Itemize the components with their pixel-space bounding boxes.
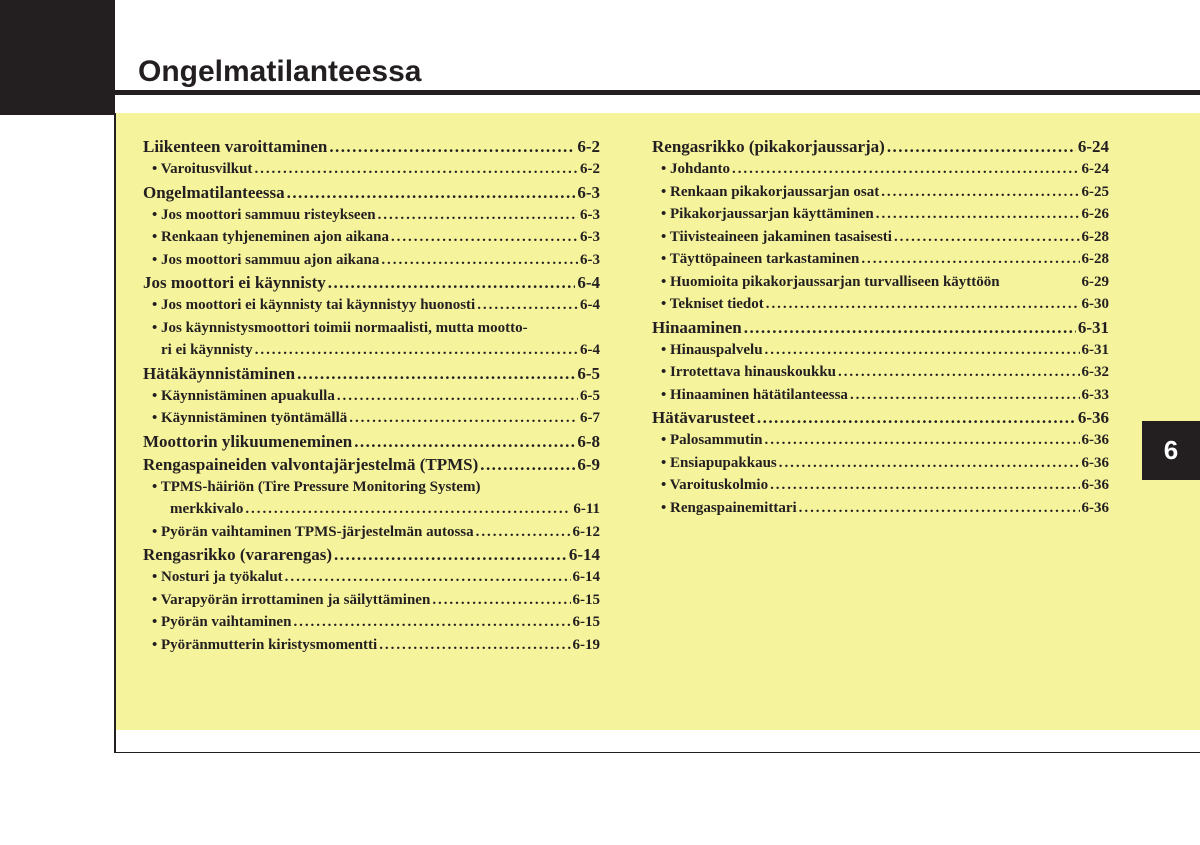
toc-dot-leader <box>328 271 576 294</box>
bottom-rule <box>115 752 1200 753</box>
toc-page-number: 6-15 <box>572 614 600 630</box>
toc-section-entry[interactable] <box>143 566 600 589</box>
toc-dot-leader <box>476 521 571 544</box>
toc-section-entry[interactable] <box>652 203 1109 226</box>
toc-page-number: 6-8 <box>577 431 600 451</box>
toc-section-entry[interactable] <box>652 226 1109 249</box>
toc-page-number: 6-2 <box>580 161 600 177</box>
toc-dot-leader <box>799 497 1080 520</box>
toc-page-number: 6-11 <box>573 501 600 517</box>
toc-chapter-entry[interactable] <box>143 430 600 453</box>
toc-entry-label: • Täyttöpaineen tarkastaminen <box>661 251 860 267</box>
toc-dot-leader <box>297 362 575 385</box>
toc-page-number: 6-5 <box>577 363 600 383</box>
toc-dot-leader <box>770 474 1079 497</box>
toc-entry-label: • Jos moottori sammuu risteykseen <box>152 206 376 223</box>
toc-page-number: 6-9 <box>577 454 600 474</box>
toc-dot-leader <box>765 339 1080 362</box>
corner-block <box>0 0 115 115</box>
toc-section-entry[interactable] <box>143 158 600 181</box>
toc-dot-leader <box>287 181 576 204</box>
toc-entry-label: • Palosammutin <box>661 432 763 448</box>
toc-entry-label: • Irrotettava hinauskoukku <box>661 364 837 380</box>
toc-page-number: 6-15 <box>572 591 600 608</box>
toc-chapter-entry[interactable] <box>652 316 1109 339</box>
toc-page-number: 6-7 <box>580 410 600 426</box>
toc-section-entry[interactable] <box>652 497 1109 520</box>
toc-page-number: 6-25 <box>1081 183 1109 200</box>
toc-entry-label: • Renkaan pikakorjaussarjan osat <box>661 183 880 200</box>
toc-section-entry[interactable] <box>143 634 600 657</box>
page-title: Ongelmatilanteessa <box>138 55 422 88</box>
toc-dot-leader <box>480 453 575 476</box>
toc-entry-label: • Varoituskolmio <box>661 477 769 493</box>
toc-column-left <box>143 135 600 656</box>
toc-dot-leader <box>381 249 578 272</box>
toc-page-number: 6-30 <box>1081 296 1109 312</box>
toc-entry-label: • Renkaan tyhjeneminen ajon aikana <box>152 229 389 245</box>
toc-dot-leader <box>391 226 578 249</box>
toc-chapter-entry[interactable] <box>143 181 600 204</box>
toc-section-entry[interactable] <box>143 339 600 362</box>
toc-entry-label: Hätävarusteet <box>652 408 755 427</box>
toc-entry-label: • Tiivisteaineen jakaminen tasaisesti <box>661 228 892 245</box>
toc-page-number: 6-36 <box>1077 408 1109 427</box>
toc-entry-label: • Hinaaminen hätätilanteessa <box>661 386 848 403</box>
toc-section-entry[interactable] <box>652 384 1109 407</box>
toc-dot-leader <box>285 566 571 589</box>
toc-entry-label: • Pyöränmutterin kiristysmomentti <box>152 636 378 653</box>
toc-dot-leader <box>881 181 1079 204</box>
toc-page-number: 6-36 <box>1081 454 1109 471</box>
toc-page-number: 6-36 <box>1081 499 1109 516</box>
toc-section-entry[interactable] <box>652 158 1109 181</box>
toc-page-number: 6-31 <box>1077 317 1109 337</box>
toc-section-entry[interactable] <box>652 452 1109 475</box>
toc-section-entry[interactable] <box>143 521 600 544</box>
toc-dot-leader <box>732 158 1079 181</box>
toc-page-number: 6-5 <box>580 387 600 404</box>
toc-column-right <box>652 135 1109 519</box>
toc-dot-leader <box>765 429 1080 452</box>
toc-dot-leader <box>766 293 1080 316</box>
toc-page-number: 6-3 <box>580 229 600 245</box>
toc-entry-label: • Varoitusvilkut <box>152 161 253 177</box>
toc-section-entry[interactable] <box>143 204 600 227</box>
toc-dot-leader <box>378 204 578 227</box>
toc-section-entry[interactable] <box>143 317 600 340</box>
toc-dot-leader <box>876 203 1080 226</box>
toc-entry-label: • TPMS-häiriön (Tire Pressure Monitoring System) <box>152 478 481 495</box>
toc-entry-label: • Hinauspalvelu <box>661 341 763 358</box>
toc-page-number: 6-4 <box>577 273 600 292</box>
toc-entry-label: • Nosturi ja työkalut <box>152 569 283 585</box>
toc-section-entry[interactable] <box>652 339 1109 362</box>
toc-entry-label: • Jos käynnistysmoottori toimii normaalisti, mutta mootto- <box>152 319 528 336</box>
toc-section-entry[interactable] <box>143 589 600 612</box>
toc-section-entry[interactable] <box>143 249 600 272</box>
toc-dot-leader <box>838 361 1079 384</box>
toc-section-entry[interactable] <box>652 181 1109 204</box>
toc-dot-leader <box>293 611 570 634</box>
toc-dot-leader <box>245 498 571 521</box>
toc-page-number: 6-3 <box>577 182 600 202</box>
toc-page-number: 6-24 <box>1077 137 1109 156</box>
toc-page-number: 6-14 <box>572 569 600 585</box>
toc-dot-leader <box>432 589 570 612</box>
toc-section-entry[interactable] <box>143 498 600 521</box>
toc-entry-label: • Pyörän vaihtaminen <box>152 614 292 630</box>
toc-entry-label: Hätäkäynnistäminen <box>143 363 296 383</box>
toc-dot-leader <box>894 226 1080 249</box>
toc-section-entry[interactable] <box>652 361 1109 384</box>
toc-section-entry[interactable] <box>652 293 1109 316</box>
toc-dot-leader <box>337 385 578 408</box>
toc-entry-label: Rengasrikko (pikakorjaussarja) <box>652 137 885 156</box>
toc-entry-label: merkkivalo <box>170 501 244 517</box>
toc-section-entry[interactable] <box>143 476 600 499</box>
toc-dot-leader <box>744 316 1076 339</box>
toc-page-number: 6-2 <box>577 137 600 156</box>
toc-entry-label: • Tekniset tiedot <box>661 296 764 312</box>
toc-dot-leader <box>887 135 1076 158</box>
toc-page-number: 6-28 <box>1081 228 1109 245</box>
toc-chapter-entry[interactable] <box>143 135 600 158</box>
toc-section-entry[interactable] <box>143 385 600 408</box>
toc-page-number: 6-33 <box>1081 386 1109 403</box>
toc-page-number: 6-12 <box>572 523 600 540</box>
toc-page-number: 6-3 <box>580 251 600 268</box>
toc-page-number: 6-24 <box>1081 161 1109 177</box>
toc-entry-label: Moottorin ylikuumeneminen <box>143 431 353 451</box>
toc-page-number: 6-26 <box>1081 206 1109 222</box>
toc-dot-leader <box>779 452 1080 475</box>
toc-chapter-entry[interactable] <box>652 406 1109 429</box>
toc-section-entry[interactable] <box>652 248 1109 271</box>
toc-entry-label: Liikenteen varoittaminen <box>143 137 328 156</box>
toc-dot-leader <box>329 135 575 158</box>
toc-entry-label: • Jos moottori sammuu ajon aikana <box>152 251 380 268</box>
toc-entry-label: • Pikakorjaussarjan käyttäminen <box>661 206 874 222</box>
toc-page-number: 6-3 <box>580 206 600 223</box>
toc-chapter-entry[interactable] <box>652 135 1109 158</box>
toc-dot-leader <box>349 407 578 430</box>
toc-page-number: 6-28 <box>1081 251 1109 267</box>
toc-chapter-entry[interactable] <box>143 453 600 476</box>
toc-page-number: 6-31 <box>1081 341 1109 358</box>
title-rule <box>115 90 1200 95</box>
toc-dot-leader <box>354 430 575 453</box>
toc-entry-label: Jos moottori ei käynnisty <box>143 273 326 292</box>
toc-chapter-entry[interactable] <box>143 271 600 294</box>
toc-section-entry[interactable] <box>143 294 600 317</box>
toc-section-entry[interactable] <box>652 474 1109 497</box>
toc-entry-label: • Huomioita pikakorjaussarjan turvalliseen käyttöön <box>661 273 1000 290</box>
toc-page-number: 6-32 <box>1081 364 1109 380</box>
toc-entry-label: • Käynnistäminen apuakulla <box>152 387 335 404</box>
toc-entry-label: • Pyörän vaihtaminen TPMS-järjestelmän autossa <box>152 523 474 540</box>
toc-entry-label: • Jos moottori ei käynnisty tai käynnistyy huonosti <box>152 297 476 313</box>
toc-page-number: 6-29 <box>1081 273 1109 290</box>
toc-dot-leader <box>334 543 567 566</box>
toc-entry-label: Hinaaminen <box>652 317 742 337</box>
toc-dot-leader <box>850 384 1080 407</box>
toc-entry-label: • Käynnistäminen työntämällä <box>152 410 348 426</box>
toc-page-number: 6-4 <box>580 342 600 358</box>
toc-dot-leader <box>254 158 578 181</box>
toc-page-number: 6-14 <box>568 545 600 564</box>
toc-entry-label: Rengasrikko (vararengas) <box>143 545 333 564</box>
toc-chapter-entry[interactable] <box>143 362 600 385</box>
toc-section-entry[interactable] <box>143 226 600 249</box>
toc-entry-label: ri ei käynnisty <box>161 342 253 358</box>
toc-page-number: 6-36 <box>1081 432 1109 448</box>
chapter-tab[interactable]: 6 <box>1142 421 1200 480</box>
toc-entry-label: • Rengaspainemittari <box>661 499 797 516</box>
toc-page-number: 6-19 <box>572 636 600 653</box>
toc-section-entry[interactable] <box>143 407 600 430</box>
toc-entry-label: Rengaspaineiden valvontajärjestelmä (TPMS) <box>143 454 479 474</box>
toc-section-entry[interactable] <box>143 611 600 634</box>
toc-dot-leader <box>477 294 578 317</box>
toc-dot-leader <box>757 406 1076 429</box>
toc-entry-label: • Varapyörän irrottaminen ja säilyttäminen <box>152 591 431 608</box>
toc-dot-leader <box>255 339 578 362</box>
toc-entry-label: • Ensiapupakkaus <box>661 454 777 471</box>
toc-dot-leader <box>861 248 1079 271</box>
toc-section-entry[interactable] <box>652 271 1109 294</box>
toc-entry-label: • Johdanto <box>661 161 731 177</box>
toc-page-number: 6-36 <box>1081 477 1109 493</box>
toc-page-number: 6-4 <box>580 297 600 313</box>
toc-chapter-entry[interactable] <box>143 543 600 566</box>
toc-section-entry[interactable] <box>652 429 1109 452</box>
toc-entry-label: Ongelmatilanteessa <box>143 182 285 202</box>
toc-dot-leader <box>379 634 570 657</box>
